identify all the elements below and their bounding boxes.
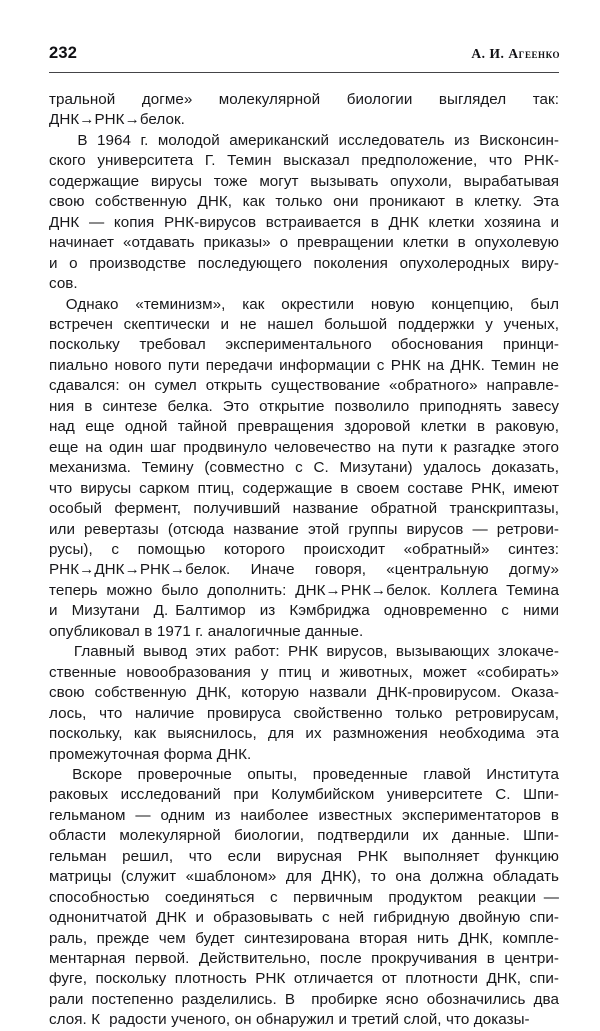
text-line: и о производстве последующего поколения опухолеродных виру- — [49, 254, 559, 272]
text-line: области молекулярной биологии, подтвердили их данные. Шпи- — [49, 827, 559, 845]
paragraph — [49, 642, 559, 765]
text-line: встречен скептически и не нашел большой поддержки у ученых, — [49, 315, 559, 333]
text-line: В 1964 г. молодой американский исследователь из Висконсин- — [49, 131, 559, 149]
paragraph — [49, 90, 559, 131]
page-number: 232 — [49, 44, 78, 62]
text-line: особый фермент, получивший название обратной транскриптазы, — [49, 500, 559, 518]
text-line: промежуточная форма ДНК. — [49, 745, 252, 763]
text-line: пиально нового пути передачи информации с РНК на ДНК. Темин не — [49, 356, 559, 374]
text-line: ментарная первой. Действительно, после прокручивания в центри- — [49, 950, 559, 968]
text-line: матрицы (служит «шаблоном» для ДНК), то она должна обладать — [49, 868, 559, 886]
text-line: раль, прежде чем будет синтезирована вторая нить ДНК, компле- — [49, 929, 559, 947]
text-line: русы), с помощью которого происходит «обратный» синтез: — [49, 540, 559, 558]
text-line: РНК→ДНК→РНК→белок. Иначе говоря, «центральную догму» — [49, 561, 559, 579]
body-text-block — [49, 90, 559, 1031]
text-line: или ревертазы (отсюда название этой группы вирусов — ретрови- — [49, 520, 559, 538]
paragraph — [49, 295, 559, 643]
paragraph — [49, 765, 559, 1031]
text-line: теперь можно было дополнить: ДНК→РНК→белок. Коллега Темина — [49, 581, 559, 599]
text-line: гельманом — одним из наиболее известных экспериментаторов в — [49, 806, 559, 824]
text-line: опубликовал в 1971 г. аналогичные данные. — [49, 622, 364, 640]
text-line: свою собственную ДНК, как только они проникают в клетку. Эта — [49, 193, 559, 211]
text-line: сдавался: он сумел открыть существование «обратного» направле- — [49, 377, 559, 395]
text-line: лось, что наличие провируса свойственно только ретровирусам, — [49, 704, 559, 722]
text-line: рали постепенно разделились. В пробирке ясно обозначились два — [49, 990, 559, 1008]
text-line: тральной догме» молекулярной биологии выглядел так: — [49, 91, 559, 108]
text-line: свою собственную ДНК, которую назвали ДНК-провирусом. Оказа- — [49, 684, 559, 702]
header-divider-rule — [49, 72, 559, 73]
text-line: ДНК→РНК→белок. — [49, 111, 185, 129]
text-line: и Мизутани Д. Балтимор из Кэмбриджа одновременно с ними — [49, 602, 559, 620]
text-line: гельман решил, что если вирусная РНК выполняет функцию — [49, 847, 559, 865]
author-name: А. И. Агеенко — [471, 46, 560, 61]
text-line: содержащие вирусы тоже могут вызывать опухоли, вырабатывая — [49, 172, 559, 190]
text-line: начинает «отдавать приказы» о превращении клетки в опухолевую — [49, 234, 559, 252]
text-line: ственные новообразования у птиц и животных, может «собирать» — [49, 663, 559, 681]
text-line: поскольку требовал экспериментального обоснования принци- — [49, 336, 559, 354]
text-line: фуге, поскольку плотность РНК отличается от плотности ДНК, спи- — [49, 970, 559, 988]
text-line: Вскоре проверочные опыты, проведенные главой Института — [49, 765, 559, 783]
text-line: ского университета Г. Темин высказал предположение, что РНК- — [49, 152, 559, 170]
running-head — [49, 44, 560, 70]
text-line: сов. — [49, 275, 78, 293]
text-line: Главный вывод этих работ: РНК вирусов, вызывающих злокаче- — [49, 643, 559, 661]
paragraph — [49, 131, 559, 295]
text-line: поскольку, как выяснилось, для их размножения необходима эта — [49, 725, 559, 743]
text-line: слоя. К радости ученого, он обнаружил и третий слой, что доказы- — [49, 1011, 530, 1029]
text-line: способностью соединяться с первичным продуктом реакции — — [49, 888, 559, 906]
text-line: ния в синтезе белка. Это открытие позволило приподнять завесу — [49, 397, 559, 415]
text-line: Однако «теминизм», как окрестили новую концепцию, был — [49, 295, 559, 313]
text-line: механизма. Темину (совместно с С. Мизутани) удалось доказать, — [49, 459, 559, 477]
text-line: однонитчатой ДНК и образовывать с ней гибридную двойную спи- — [49, 909, 559, 927]
text-line: над еще одной тайной превращения здоровой клетки в раковую, — [49, 418, 559, 436]
text-line: раковых исследований при Колумбийском университете С. Шпи- — [49, 786, 559, 804]
text-line: что вирусы сарком птиц, содержащие в своем составе РНК, имеют — [49, 479, 559, 497]
text-line: ДНК — копия РНК-вирусов встраивается в ДНК клетки хозяина и — [49, 213, 559, 231]
text-line: еще на один шаг продвинуло человечество на пути к разгадке этого — [49, 438, 559, 456]
